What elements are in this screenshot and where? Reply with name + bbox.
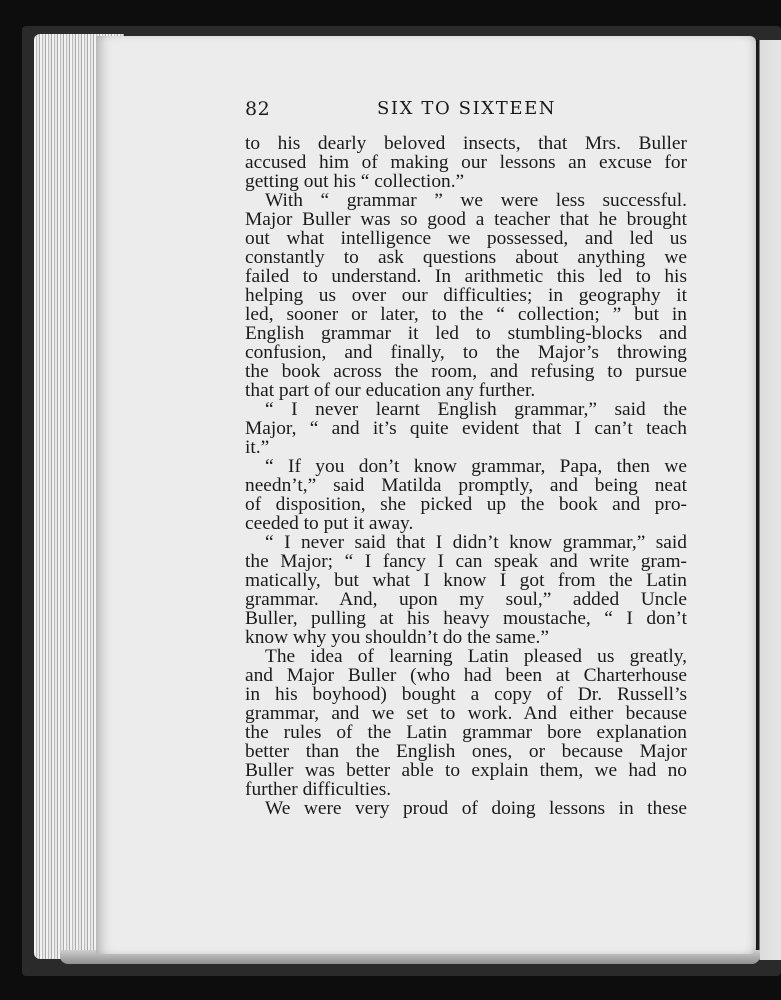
text-line: the Major; “ I fancy I can speak and write gram- xyxy=(245,551,687,572)
text-line: With “ grammar ” we were less successful. xyxy=(265,190,687,211)
text-line: grammar. And, upon my soul,” added Uncle xyxy=(245,589,687,610)
text-line: The idea of learning Latin pleased us greatly, xyxy=(265,646,687,667)
text-line: failed to understand. In arithmetic this led to his xyxy=(245,266,687,287)
text-line: ceeded to put it away. xyxy=(245,513,414,534)
text-line: in his boyhood) bought a copy of Dr. Russell’s xyxy=(245,684,687,705)
body-text xyxy=(245,134,687,818)
text-line: Major, “ and it’s quite evident that I can’t teach xyxy=(245,418,687,439)
text-line: better than the English ones, or because Major xyxy=(245,741,687,762)
text-line: the book across the room, and refusing to pursue xyxy=(245,361,687,382)
text-line: out what intelligence we possessed, and led us xyxy=(245,228,687,249)
text-line: and Major Buller (who had been at Charterhouse xyxy=(245,665,687,686)
text-line: to his dearly beloved insects, that Mrs. Buller xyxy=(245,133,687,154)
text-line: the rules of the Latin grammar bore explanation xyxy=(245,722,687,743)
text-line: Buller, pulling at his heavy moustache, “ I don’t xyxy=(245,608,687,629)
text-line: grammar, and we set to work. And either because xyxy=(245,703,687,724)
text-line: getting out his “ collection.” xyxy=(245,171,465,192)
text-line: “ I never said that I didn’t know grammar,” said xyxy=(265,532,687,553)
running-title: SIX TO SIXTEEN xyxy=(377,98,557,119)
text-line: Major Buller was so good a teacher that he brought xyxy=(245,209,687,230)
text-line: confusion, and finally, to the Major’s throwing xyxy=(245,342,687,363)
text-line: further difficulties. xyxy=(245,779,392,800)
text-line: know why you shouldn’t do the same.” xyxy=(245,627,549,648)
text-line: constantly to ask questions about anything we xyxy=(245,247,687,268)
text-line: “ If you don’t know grammar, Papa, then we xyxy=(265,456,687,477)
text-line: We were very proud of doing lessons in these xyxy=(265,798,687,819)
text-line: that part of our education any further. xyxy=(245,380,536,401)
facing-page-edge xyxy=(756,40,781,960)
text-line: matically, but what I know I got from the Latin xyxy=(245,570,687,591)
text-line: needn’t,” said Matilda promptly, and being neat xyxy=(245,475,687,496)
text-line: accused him of making our lessons an excuse for xyxy=(245,152,687,173)
text-line: Buller was better able to explain them, we had no xyxy=(245,760,687,781)
text-line: of disposition, she picked up the book and pro- xyxy=(245,494,687,515)
page-number: 82 xyxy=(245,98,271,120)
text-line: English grammar it led to stumbling-blocks and xyxy=(245,323,687,344)
text-line: “ I never learnt English grammar,” said the xyxy=(265,399,687,420)
running-head xyxy=(245,98,687,124)
text-line: it.” xyxy=(245,437,270,458)
text-line: helping us over our difficulties; in geography it xyxy=(245,285,687,306)
text-line: led, sooner or later, to the “ collection; ” but in xyxy=(245,304,687,325)
